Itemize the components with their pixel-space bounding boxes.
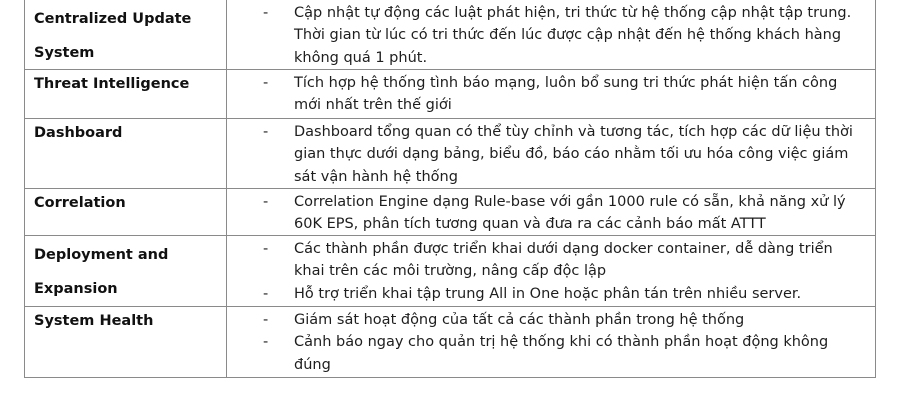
feature-description bbox=[227, 70, 875, 118]
table-row bbox=[25, 235, 875, 306]
feature-description bbox=[227, 307, 875, 377]
feature-name: Threat Intelligence bbox=[25, 70, 227, 118]
feature-name: Deployment and Expansion bbox=[25, 236, 227, 306]
feature-table bbox=[24, 0, 876, 378]
feature-description bbox=[227, 0, 875, 69]
description-bullet: - Các thành phần được triển khai dưới dạng docker container, dễ dàng triển khai trên các môi trường, nâng cấp độc lập bbox=[263, 238, 867, 283]
feature-name: System Health bbox=[25, 307, 227, 377]
feature-name: Correlation bbox=[25, 189, 227, 235]
feature-description bbox=[227, 189, 875, 235]
table-row bbox=[25, 188, 875, 235]
table-row bbox=[25, 69, 875, 118]
table-row bbox=[25, 306, 875, 377]
description-bullet: - Correlation Engine dạng Rule-base với gần 1000 rule có sẵn, khả năng xử lý 60K EPS, phân tích tương quan và đưa ra các cảnh báo mất ATTT bbox=[263, 191, 867, 236]
feature-description bbox=[227, 119, 875, 188]
feature-name: Centralized Update System bbox=[25, 0, 227, 69]
feature-name: Dashboard bbox=[25, 119, 227, 188]
description-bullet: - Tích hợp hệ thống tình báo mạng, luôn bổ sung tri thức phát hiện tấn công mới nhất trên thế giới bbox=[263, 72, 867, 117]
table-row bbox=[25, 118, 875, 188]
description-bullet: - Dashboard tổng quan có thể tùy chỉnh và tương tác, tích hợp các dữ liệu thời gian thực dưới dạng bảng, biểu đồ, báo cáo nhằm tối ưu hóa công việc giám sát vận hành hệ thống bbox=[263, 121, 867, 188]
feature-description bbox=[227, 236, 875, 306]
description-bullet: - Giám sát hoạt động của tất cả các thành phần trong hệ thống bbox=[263, 309, 867, 331]
description-bullet: - Hỗ trợ triển khai tập trung All in One hoặc phân tán trên nhiều server. bbox=[263, 283, 867, 305]
description-bullet: - Cảnh báo ngay cho quản trị hệ thống khi có thành phần hoạt động không đúng bbox=[263, 331, 867, 376]
description-bullet: - Cập nhật tự động các luật phát hiện, tri thức từ hệ thống cập nhật tập trung. Thời gian từ lúc có tri thức đến lúc được cập nhật đến hệ thống khách hàng không quá 1 phút. bbox=[263, 2, 867, 69]
table-row bbox=[25, 0, 875, 69]
